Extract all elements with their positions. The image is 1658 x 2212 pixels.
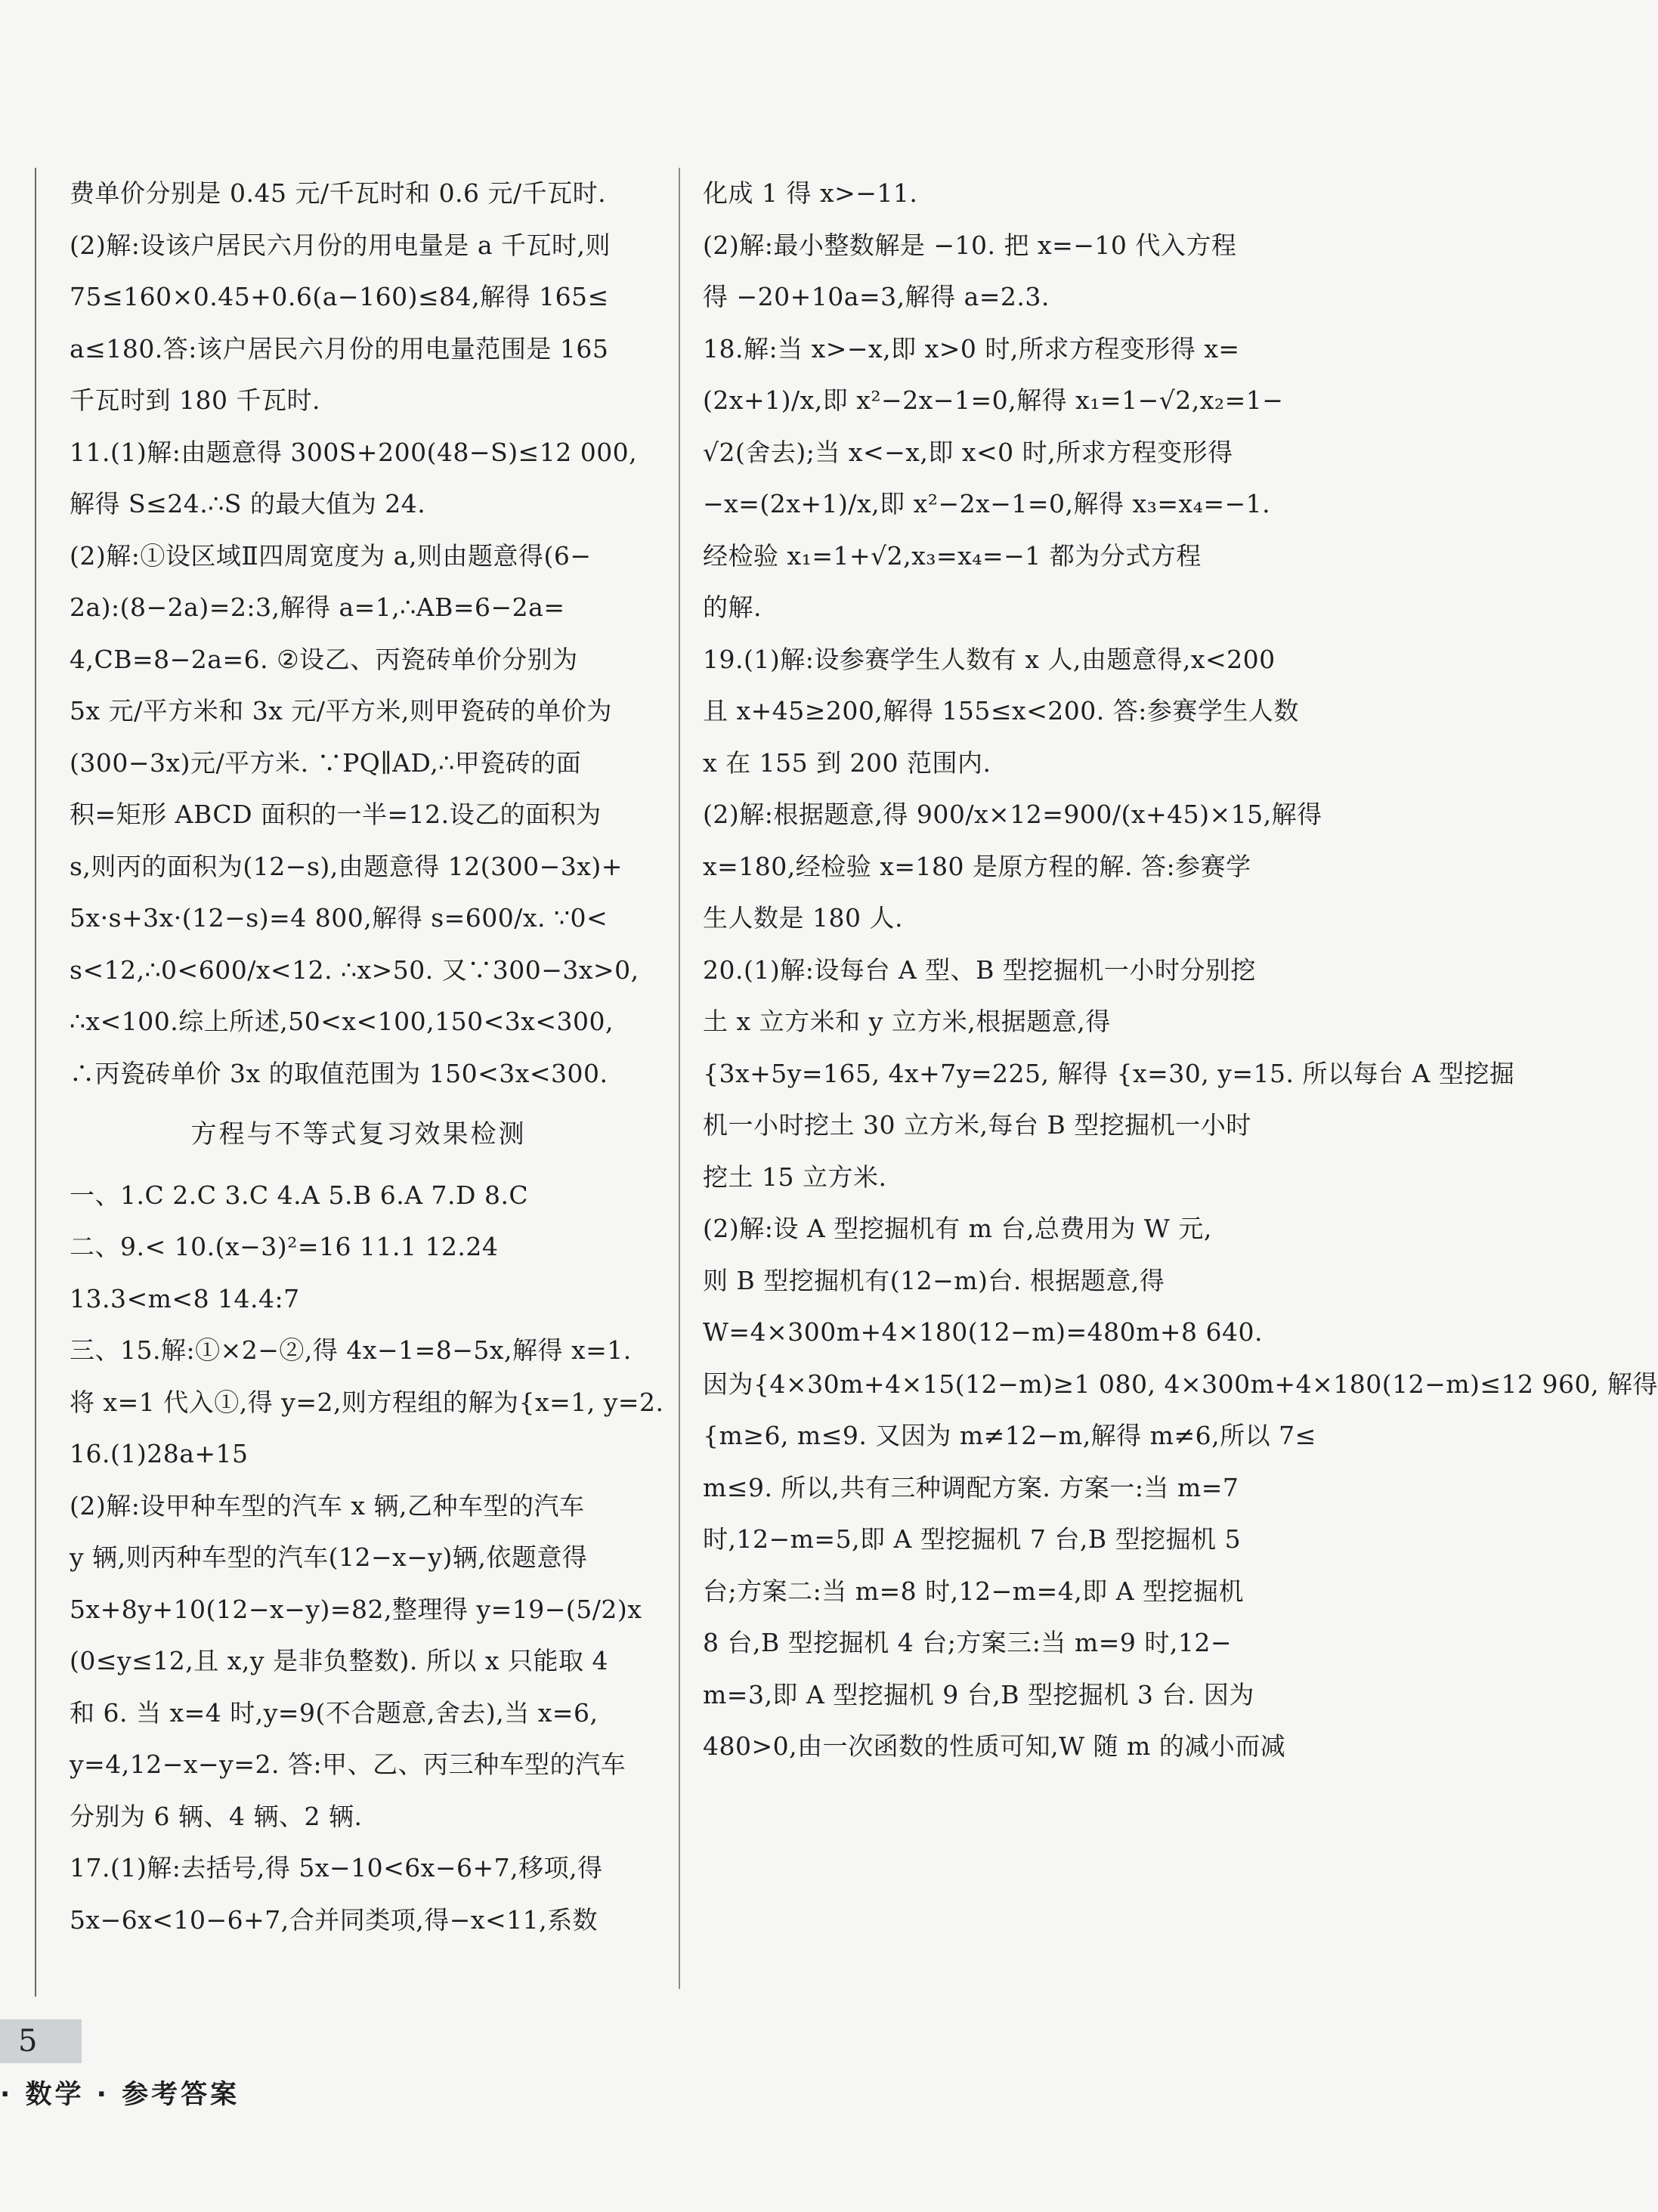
- answer-line: √2(舍去);当 x<−x,即 x<0 时,所求方程变形得: [703, 437, 1233, 467]
- answer-line: 三、15.解:①×2−②,得 4x−1=8−5x,解得 x=1.: [70, 1335, 632, 1365]
- answer-line: 一、1.C 2.C 3.C 4.A 5.B 6.A 7.D 8.C: [70, 1180, 529, 1210]
- answer-line: a≤180.答:该户居民六月份的用电量范围是 165: [70, 333, 609, 364]
- answer-line: m≤9. 所以,共有三种调配方案. 方案一:当 m=7: [703, 1472, 1239, 1502]
- left-answer-lines-after-title: [70, 1170, 664, 1947]
- answer-line: 台;方案二:当 m=8 时,12−m=4,即 A 型挖掘机: [703, 1576, 1245, 1606]
- answer-line: 2a):(8−2a)=2:3,解得 a=1,∴AB=6−2a=: [70, 592, 565, 622]
- answer-line: 积=矩形 ABCD 面积的一半=12.设乙的面积为: [70, 800, 602, 829]
- answer-line: 11.(1)解:由题意得 300S+200(48−S)≤12 000,: [70, 437, 638, 467]
- answer-line: 挖土 15 立方米.: [703, 1162, 887, 1192]
- answer-line: 化成 1 得 x>−11.: [703, 178, 918, 208]
- answer-line: 5x−6x<10−6+7,合并同类项,得−x<11,系数: [70, 1904, 599, 1935]
- answer-line: 将 x=1 代入①,得 y=2,则方程组的解为{x=1, y=2.: [70, 1387, 664, 1417]
- section-title: 方程与不等式复习效果检测: [190, 1119, 527, 1149]
- left-answer-lines: [70, 168, 648, 1100]
- answer-line: −x=(2x+1)/x,即 x²−2x−1=0,解得 x₃=x₄=−1.: [703, 489, 1271, 518]
- answer-line: 4,CB=8−2a=6. ②设乙、丙瓷砖单价分别为: [70, 644, 578, 674]
- answer-line: (2)解:①设区域Ⅱ四周宽度为 a,则由题意得(6−: [70, 540, 592, 571]
- left-column: [70, 168, 664, 1946]
- right-answer-lines: [703, 168, 1658, 1773]
- answer-line: (2)解:最小整数解是 −10. 把 x=−10 代入方程: [703, 230, 1237, 260]
- answer-line: x=180,经检验 x=180 是原方程的解. 答:参赛学: [703, 851, 1251, 881]
- answer-line: 19.(1)解:设参赛学生人数有 x 人,由题意得,x<200: [703, 644, 1276, 674]
- answer-line: 17.(1)解:去括号,得 5x−10<6x−6+7,移项,得: [70, 1853, 603, 1883]
- answer-line: 因为{4×30m+4×15(12−m)≥1 080, 4×300m+4×180(12−m)≤12 960, 解得: [703, 1369, 1658, 1399]
- answer-line: (0≤y≤12,且 x,y 是非负整数). 所以 x 只能取 4: [70, 1646, 608, 1675]
- answer-line: (2)解:设 A 型挖掘机有 m 台,总费用为 W 元,: [703, 1214, 1212, 1243]
- answer-line: 则 B 型挖掘机有(12−m)台. 根据题意,得: [703, 1265, 1165, 1295]
- answer-line: 5x 元/平方米和 3x 元/平方米,则甲瓷砖的单价为: [70, 696, 612, 725]
- answer-line: 经检验 x₁=1+√2,x₃=x₄=−1 都为分式方程: [703, 540, 1202, 571]
- answer-line: y=4,12−x−y=2. 答:甲、乙、丙三种车型的汽车: [70, 1749, 626, 1779]
- answer-line: 和 6. 当 x=4 时,y=9(不合题意,舍去),当 x=6,: [70, 1697, 599, 1728]
- answer-line: 费单价分别是 0.45 元/千瓦时和 0.6 元/千瓦时.: [70, 178, 607, 208]
- answer-line: 16.(1)28a+15: [70, 1439, 249, 1468]
- column-divider: [679, 168, 680, 1989]
- answer-line: {3x+5y=165, 4x+7y=225, 解得 {x=30, y=15. 所以每台 A 型挖掘: [703, 1058, 1515, 1088]
- answer-line: 且 x+45≥200,解得 155≤x<200. 答:参赛学生人数: [703, 696, 1299, 725]
- page-number-badge: [0, 2019, 82, 2063]
- answer-line: W=4×300m+4×180(12−m)=480m+8 640.: [703, 1317, 1264, 1347]
- answer-line: ∴丙瓷砖单价 3x 的取值范围为 150<3x<300.: [70, 1058, 608, 1088]
- answer-line: 20.(1)解:设每台 A 型、B 型挖掘机一小时分别挖: [703, 954, 1256, 985]
- answer-line: 5x·s+3x·(12−s)=4 800,解得 s=600/x. ∵0<: [70, 903, 608, 933]
- answer-line: 机一小时挖土 30 立方米,每台 B 型挖掘机一小时: [703, 1110, 1251, 1140]
- answer-line: s<12,∴0<600/x<12. ∴x>50. 又∵300−3x>0,: [70, 954, 639, 985]
- answer-line: (2x+1)/x,即 x²−2x−1=0,解得 x₁=1−√2,x₂=1−: [703, 385, 1284, 415]
- answer-line: x 在 155 到 200 范围内.: [703, 747, 991, 778]
- answer-line: 18.解:当 x>−x,即 x>0 时,所求方程变形得 x=: [703, 333, 1240, 364]
- answer-line: ∴x<100.综上所述,50<x<100,150<3x<300,: [70, 1007, 614, 1036]
- answer-line: 时,12−m=5,即 A 型挖掘机 7 台,B 型挖掘机 5: [703, 1524, 1242, 1554]
- answer-line: 千瓦时到 180 千瓦时.: [70, 385, 320, 415]
- answer-line: 5x+8y+10(12−x−y)=82,整理得 y=19−(5/2)x: [70, 1594, 642, 1624]
- page-footer: · 数学 · 参考答案: [0, 2080, 240, 2110]
- left-margin-rule: [35, 168, 36, 1997]
- answer-line: 13.3<m<8 14.4:7: [70, 1283, 300, 1313]
- page-number: 5: [18, 2024, 38, 2059]
- answer-line: 分别为 6 辆、4 辆、2 辆.: [70, 1801, 363, 1831]
- answer-line: 的解.: [703, 592, 762, 622]
- answer-line: y 辆,则丙种车型的汽车(12−x−y)辆,依题意得: [70, 1542, 588, 1572]
- answer-line: (2)解:设甲种车型的汽车 x 辆,乙种车型的汽车: [70, 1490, 585, 1521]
- answer-line: m=3,即 A 型挖掘机 9 台,B 型挖掘机 3 台. 因为: [703, 1679, 1254, 1709]
- answer-line: 8 台,B 型挖掘机 4 台;方案三:当 m=9 时,12−: [703, 1628, 1232, 1657]
- answer-line: (2)解:设该户居民六月份的用电量是 a 千瓦时,则: [70, 230, 611, 260]
- answer-line: 土 x 立方米和 y 立方米,根据题意,得: [703, 1007, 1111, 1036]
- answer-line: 75≤160×0.45+0.6(a−160)≤84,解得 165≤: [70, 282, 609, 311]
- answer-line: 得 −20+10a=3,解得 a=2.3.: [703, 282, 1050, 311]
- answer-line: {m≥6, m≤9. 又因为 m≠12−m,解得 m≠6,所以 7≤: [703, 1421, 1316, 1450]
- answer-line: 二、9.< 10.(x−3)²=16 11.1 12.24: [70, 1232, 499, 1261]
- answer-line: (2)解:根据题意,得 900/x×12=900/(x+45)×15,解得: [703, 800, 1322, 829]
- answer-line: (300−3x)元/平方米. ∵PQ∥AD,∴甲瓷砖的面: [70, 747, 582, 778]
- right-column: [703, 168, 1658, 1773]
- answer-line: 生人数是 180 人.: [703, 903, 903, 933]
- answer-line: s,则丙的面积为(12−s),由题意得 12(300−3x)+: [70, 851, 623, 881]
- answer-line: 480>0,由一次函数的性质可知,W 随 m 的减小而减: [703, 1731, 1286, 1761]
- answer-line: 解得 S≤24.∴S 的最大值为 24.: [70, 489, 426, 518]
